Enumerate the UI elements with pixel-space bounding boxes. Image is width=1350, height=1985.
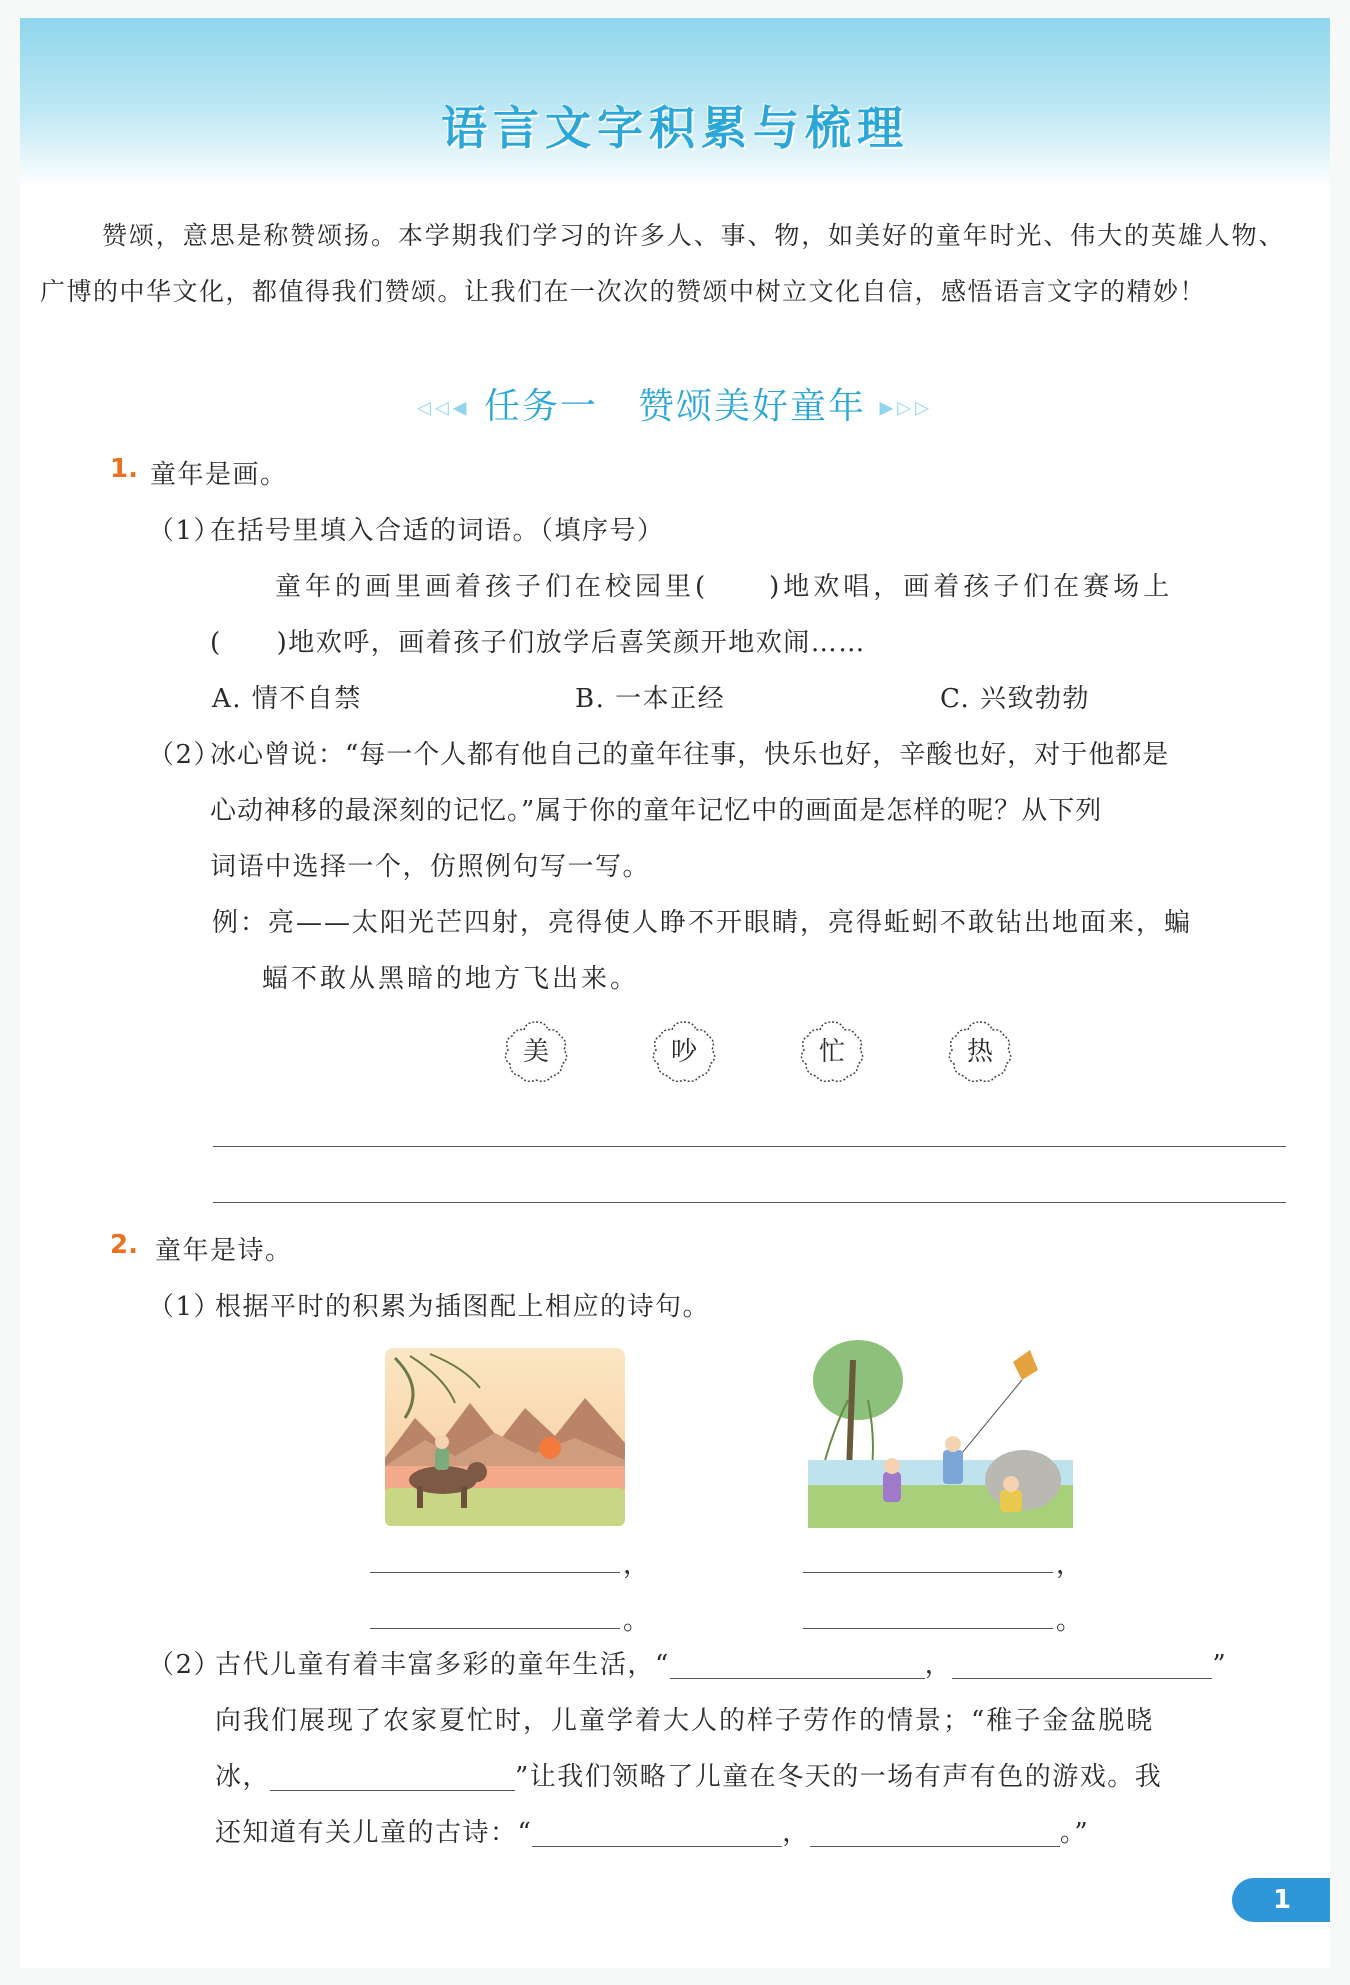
word-flower (946, 1018, 1014, 1086)
task-heading (0, 378, 1350, 429)
answer-line[interactable] (803, 1572, 1053, 1573)
period: 。 (623, 1606, 651, 1636)
text-segment: ”让我们领略了儿童在冬天的一场有声有色的游戏。我 (515, 1762, 1163, 1792)
sub-question-text: 在括号里填入合适的词语。（填序号） (210, 516, 665, 546)
passage-line: ( )地欢呼，画着孩子们放学后喜笑颜开地欢闹…… (210, 628, 866, 658)
text-segment: ， (782, 1818, 810, 1848)
answer-blank[interactable] (810, 1820, 1060, 1847)
passage-line: 童年的画里画着孩子们在校园里( )地欢唱，画着孩子们在赛场上 (275, 572, 1174, 602)
sub-question-text (215, 1756, 1162, 1793)
option-b: B. 一本正经 (575, 684, 726, 714)
text-segment: 。” (1059, 1818, 1090, 1848)
sub-question-text: 向我们展现了农家夏忙时，儿童学着大人的样子劳作的情景；“稚子金盆脱晓 (215, 1706, 1155, 1736)
left-arrows-icon: ◁◁◀ (417, 397, 471, 419)
text-segment: ” (1212, 1650, 1228, 1680)
question-stem: 童年是诗。 (155, 1236, 293, 1266)
answer-line[interactable] (370, 1628, 620, 1629)
sub-question-text: 心动神移的最深刻的记忆。”属于你的童年记忆中的画面是怎样的呢？从下列 (210, 796, 1103, 826)
kite-flying-illustration (808, 1340, 1073, 1528)
sub-question-label: （1） (148, 1292, 222, 1322)
sub-question-text: 冰心曾说：“每一个人都有他自己的童年往事，快乐也好，辛酸也好，对于他都是 (210, 740, 1170, 770)
answer-line[interactable] (213, 1146, 1286, 1147)
page-title: 语言文字积累与梳理 (441, 101, 909, 155)
word: 热 (966, 1037, 993, 1067)
answer-blank[interactable] (532, 1820, 782, 1847)
example-line: 例：亮——太阳光芒四射，亮得使人睁不开眼睛，亮得蚯蚓不敢钻出地面来，蝙 (212, 908, 1193, 938)
answer-blank[interactable] (952, 1652, 1212, 1679)
word-flower (502, 1018, 570, 1086)
option-a: A. 情不自禁 (212, 684, 362, 714)
word-flower (650, 1018, 718, 1086)
text-segment: 古代儿童有着丰富多彩的童年生活，“ (215, 1650, 670, 1680)
answer-blank[interactable] (270, 1764, 515, 1791)
question-stem: 童年是画。 (150, 460, 288, 490)
option-c: C. 兴致勃勃 (940, 684, 1090, 714)
period: 。 (1056, 1606, 1084, 1636)
sub-question-text: 根据平时的积累为插图配上相应的诗句。 (215, 1292, 711, 1322)
question-number: 2. (110, 1230, 138, 1260)
answer-line[interactable] (803, 1628, 1053, 1629)
answer-line[interactable] (213, 1202, 1286, 1203)
answer-blank[interactable] (670, 1652, 925, 1679)
word: 忙 (818, 1037, 845, 1067)
question-number: 1. (110, 454, 138, 484)
task-title: 赞颂美好童年 (638, 386, 867, 427)
intro-paragraph: 赞颂，意思是称赞颂扬。本学期我们学习的许多人、事、物，如美好的童年时光、伟大的英雄人物、广博的中华文化，都值得我们赞颂。让我们在一次次的赞颂中树立文化自信，感悟语言文字的精妙！ (40, 221, 1285, 306)
sub-question-label: （2） (148, 1650, 222, 1680)
comma: ， (1056, 1550, 1084, 1580)
text-segment: ， (924, 1650, 953, 1680)
example-line: 蝠不敢从黑暗的地方飞出来。 (262, 964, 640, 994)
sub-question-text: 词语中选择一个，仿照例句写一写。 (210, 852, 651, 882)
word: 吵 (670, 1037, 697, 1067)
text-segment: 冰， (215, 1762, 271, 1792)
word: 美 (522, 1037, 549, 1067)
right-arrows-icon: ▶▷▷ (879, 397, 933, 419)
answer-line[interactable] (370, 1572, 620, 1573)
word-flower (798, 1018, 866, 1086)
sub-question-text (215, 1644, 1227, 1681)
sub-question-text (215, 1812, 1089, 1849)
comma: ， (623, 1550, 651, 1580)
buffalo-sunset-illustration (385, 1348, 625, 1526)
task-label: 任务一 (483, 386, 598, 427)
sub-question-label: （2） (148, 740, 222, 770)
text-segment: 还知道有关儿童的古诗：“ (215, 1818, 533, 1848)
page-number: 1 (1272, 1885, 1292, 1915)
sub-question-label: （1） (148, 516, 222, 546)
